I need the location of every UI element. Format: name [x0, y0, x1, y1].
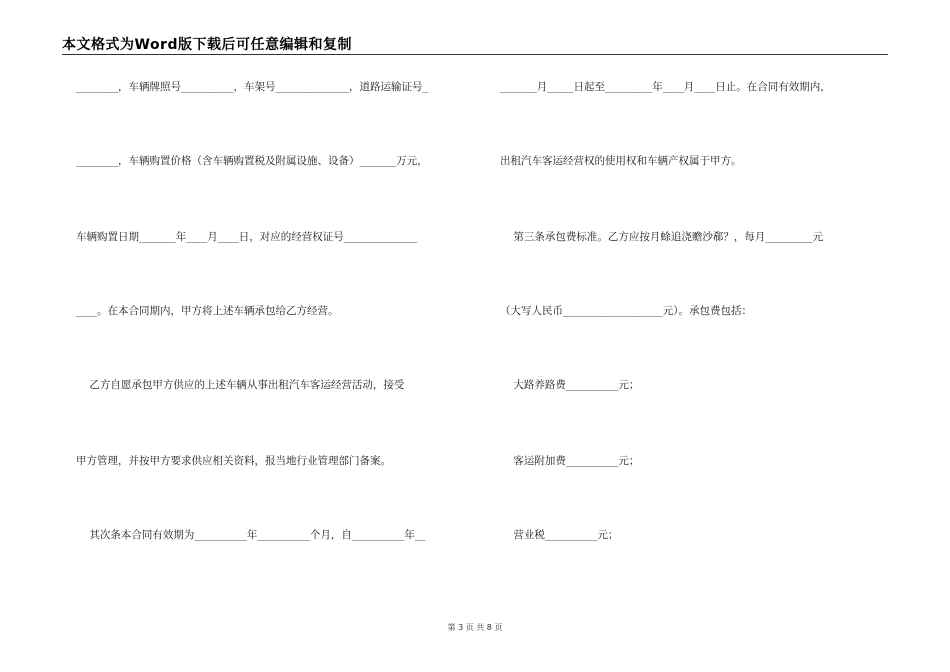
right-paragraph-line: 第三条承包费标准。乙方应按月蜍追浇赡沙郗？，每月_________元 — [500, 231, 824, 243]
right-paragraph-line: （大写人民币___________________元）。承包费包括： — [500, 305, 752, 317]
right-paragraph-line: 营业税__________元； — [500, 529, 619, 541]
right-paragraph-line: 大路养路费__________元； — [500, 379, 640, 391]
document-header-title: 本文格式为Word版下载后可任意编辑和复制 — [62, 37, 352, 53]
page-number-footer: 第 3 页 共 8 页 — [447, 623, 503, 632]
left-paragraph-line: ________，车辆牌照号__________，车架号______________，道路运输证号_ — [76, 81, 428, 93]
right-paragraph-line: 出租汽车客运经营权的使用权和车辆产权属于甲方。 — [500, 155, 742, 167]
left-paragraph-line: 乙方自愿承包甲方供应的上述车辆从事出租汽车客运经营活动，接受 — [76, 379, 405, 391]
left-paragraph-line: ____。在本合同期内，甲方将上述车辆承包给乙方经营。 — [76, 305, 339, 317]
left-paragraph-line: 甲方管理，并按甲方要求供应相关资料，报当地行业管理部门备案。 — [76, 455, 391, 467]
left-paragraph-line: 车辆购置日期_______年____月____日，对应的经营权证号______________ — [76, 231, 418, 243]
right-paragraph-line: _______月_____日起至_________年____月____日止。在合同有效期内， — [500, 81, 831, 93]
left-paragraph-line: ________，车辆购置价格（含车辆购置税及附属设施、设备）_______万元， — [76, 155, 428, 167]
left-paragraph-line: 其次条本合同有效期为__________年__________个月，自__________年__ — [76, 529, 426, 541]
header-divider — [62, 54, 888, 55]
right-paragraph-line: 客运附加费__________元； — [500, 455, 640, 467]
